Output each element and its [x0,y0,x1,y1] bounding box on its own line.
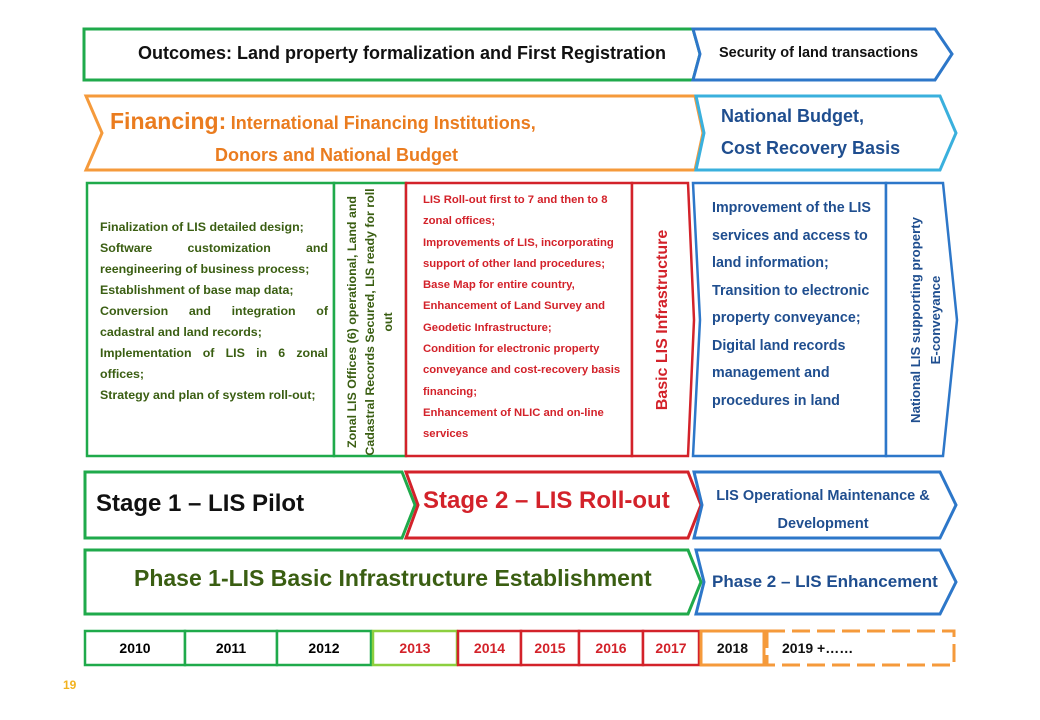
phase2-label: Phase 2 – LIS Enhancement [712,572,938,591]
stage1-item: Conversion and integration of cadastral and land records; [100,304,328,339]
stage2-detail-list [423,190,625,446]
stage1-item: Implementation of LIS in 6 zonal offices; [100,346,328,381]
financing-line2: Donors and National Budget [215,145,458,165]
stage1-item: Strategy and plan of system roll-out; [100,388,316,402]
cost-recovery-label: Cost Recovery Basis [721,138,901,158]
security-transactions-label: Security of land transactions [719,45,919,61]
stage1-label: Stage 1 – LIS Pilot [96,490,305,517]
year-label: 2016 [595,640,627,656]
financing-title [110,108,536,135]
stage2-item: LIS Roll-out first to 7 and then to 8 zonal offices; [423,194,608,228]
stage2-item: Base Map for entire country, Enhancement of Land Survey and Geodetic Infrastructure; [423,279,606,334]
year-label: 2014 [473,640,506,656]
stage1-item: Finalization of LIS detailed design; [100,220,304,234]
zonal-offices-text: Zonal LIS Offices (6) operational, Land and Cadastral Records Secured, LIS ready for roll out [345,188,395,456]
outcomes-label: Outcomes: Land property formalization and First Registration [138,43,667,63]
stage2-item: Enhancement of NLIC and on-line services [423,406,604,441]
ops-line1: LIS Operational Maintenance & [716,488,930,504]
year-label: 2018 [716,640,749,656]
year-label: 2010 [119,640,151,656]
phase2-item: Improvement of the LIS services and access to land information; [712,200,871,271]
stage1-item: Software customization and reengineering of business process; [100,241,328,276]
phase2-detail-list [712,195,884,415]
year-label: 2019 +…… [782,640,854,656]
ops-maintenance-label [700,482,946,538]
year-label: 2015 [534,640,566,656]
financing-line1: International Financing Institutions, [230,113,536,133]
stage1-item: Establishment of base map data; [100,283,294,297]
stage2-item: Condition for electronic property conveyance and cost-recovery basis financing; [423,343,621,398]
ops-line2: Development [777,516,869,532]
basic-infrastructure-text: Basic LIS Infrastructure [654,229,671,411]
national-lis-text [906,195,948,445]
stage1-detail-list [100,217,328,406]
phase2-item: Transition to electronic property conveyance; [712,282,870,326]
phase1-label: Phase 1-LIS Basic Infrastructure Establishment [134,565,652,591]
year-label: 2012 [308,640,340,656]
year-label: 2013 [399,640,431,656]
year-label: 2011 [215,640,247,656]
financing-label: Financing: [110,108,227,134]
stage2-item: Improvements of LIS, incorporating support of other land procedures; [423,236,614,270]
stage2-label: Stage 2 – LIS Roll-out [423,487,670,514]
year-label: 2017 [655,640,687,656]
page-number: 19 [63,678,77,692]
national-budget-label: National Budget, [721,106,864,126]
national-lis-line2: E-conveyance [928,275,943,365]
phase2-item: Digital land records management and procedures in land [712,337,846,409]
national-lis-line1: National LIS supporting property [908,217,923,423]
